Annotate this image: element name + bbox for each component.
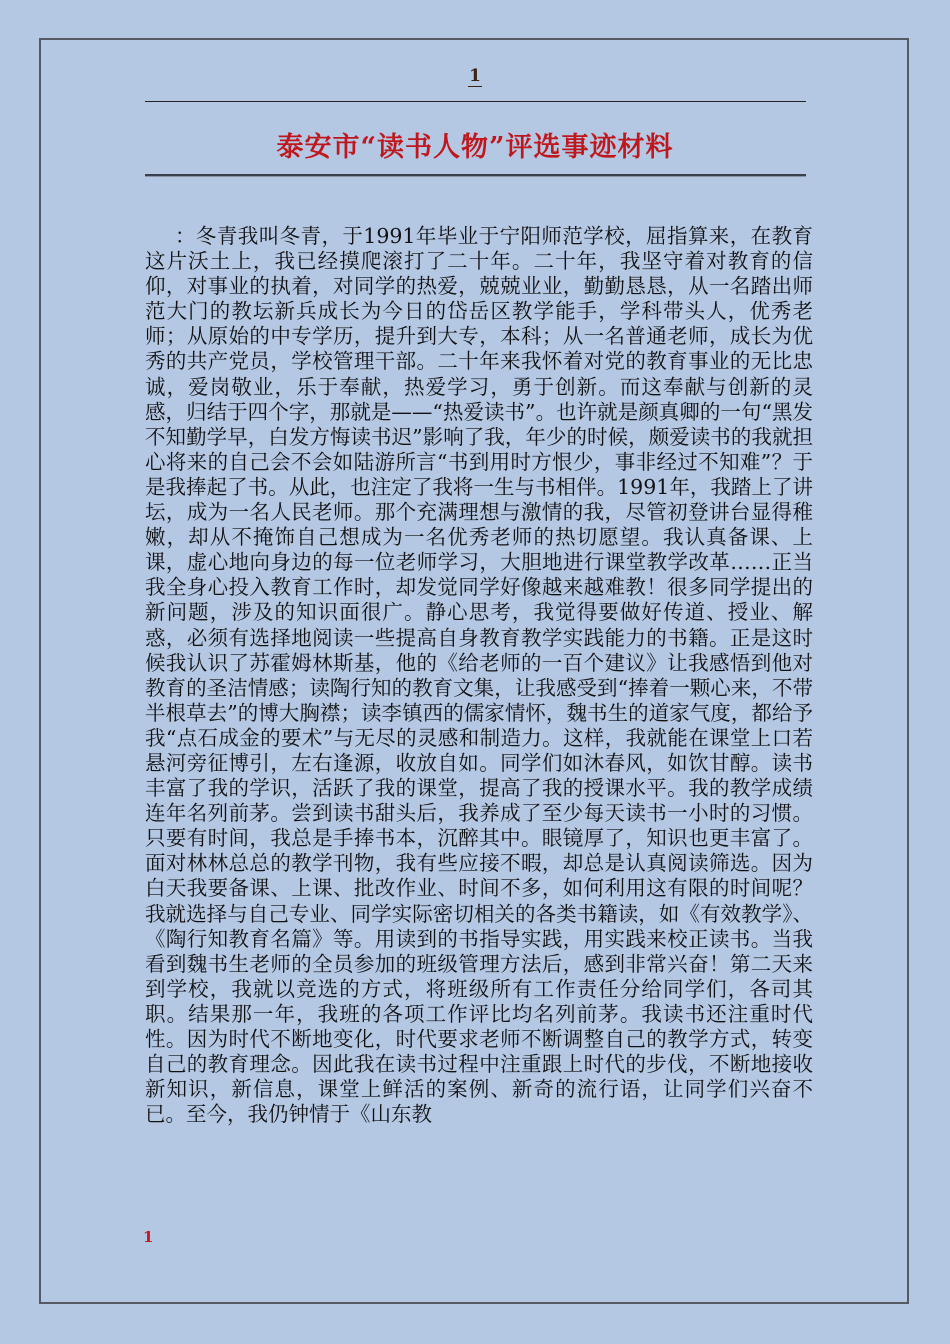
header-page-number — [0, 66, 950, 86]
footer-page-number: 1 — [143, 1228, 154, 1246]
body-paragraph: ：冬青我叫冬青，于1991年毕业于宁阳师范学校，屈指算来，在教育这片沃土上，我已经摸爬滚打了二十年。二十年，我坚守着对教育的信仰，对事业的执着，对同学的热爱，兢兢业业，勤勤恳恳，从一名踏出师范大门的教坛新兵成长为今日的岱岳区教学能手，学科带头人，优秀老师；从原始的中专学历，提升到大专，本科；从一名普通老师，成长为优秀的共产党员，学校管理干部。二十年来我怀着对党的教育事业的无比忠诚，爱岗敬业，乐于奉献，热爱学习，勇于创新。而这奉献与创新的灵感，归结于四个字，那就是——“热爱读书”。也许就是颜真卿的一句“黑发不知勤学早，白发方悔读书迟”影响了我，年少的时候，颇爱读书的我就担心将来的自己会不会如陆游所言“书到用时方恨少，事非经过不知难”？于是我捧起了书。从此，也注定了我将一生与书相伴。1991年，我踏上了讲坛，成为一名人民老师。那个充满理想与激情的我，尽管初登讲台显得稚嫩，却从不掩饰自己想成为一名优秀老师的热切愿望。我认真备课、上课，虚心地向身边的每一位老师学习，大胆地进行课堂教学改革……正当我全身心投入教育工作时，却发觉同学好像越来越难教！很多同学提出的新问题，涉及的知识面很广。静心思考，我觉得要做好传道、授业、解惑，必须有选择地阅读一些提高自身教育教学实践能力的书籍。正是这时候我认识了苏霍姆林斯基，他的《给老师的一百个建议》让我感悟到他对教育的圣洁情感；读陶行知的教育文集，让我感受到“捧着一颗心来，不带半根草去”的博大胸襟；读李镇西的儒家情怀，魏书生的道家气度，都给予我“点石成金的要术”与无尽的灵感和制造力。这样，我就能在课堂上口若悬河旁征博引，左右逢源，收放自如。同学们如沐春风，如饮甘醇。读书丰富了我的学识，活跃了我的课堂，提高了我的授课水平。我的教学成绩连年名列前茅。尝到读书甜头后，我养成了至少每天读书一小时的习惯。只要有时间，我总是手捧书本，沉醉其中。眼镜厚了，知识也更丰富了。面对林林总总的教学刊物，我有些应接不暇，却总是认真阅读筛选。因为白天我要备课、上课、批改作业、时间不多，如何利用这有限的时间呢？我就选择与自己专业、同学实际密切相关的各类书籍读，如《有效教学》、《陶行知教育名篇》等。用读到的书指导实践，用实践来校正读书。当我看到魏书生老师的全员参加的班级管理方法后，感到非常兴奋！第二天来到学校，我就以竞选的方式，将班级所有工作责任分给同学们，各司其职。结果那一年，我班的各项工作评比均名列前茅。我读书还注重时代性。因为时代不断地变化，时代要求老师不断调整自己的教学方式，转变自己的教育理念。因此我在读书过程中注重跟上时代的步伐，不断地接收新知识，新信息，课堂上鲜活的案例、新奇的流行语，让同学们兴奋不已。至今，我仍钟情于《山东教 — [145, 224, 813, 1127]
header-page-number-text: 1 — [469, 66, 481, 86]
title-rule — [145, 174, 806, 177]
header-rule — [145, 101, 806, 102]
document-title: 泰安市“读书人物”评选事迹材料 — [276, 132, 674, 163]
